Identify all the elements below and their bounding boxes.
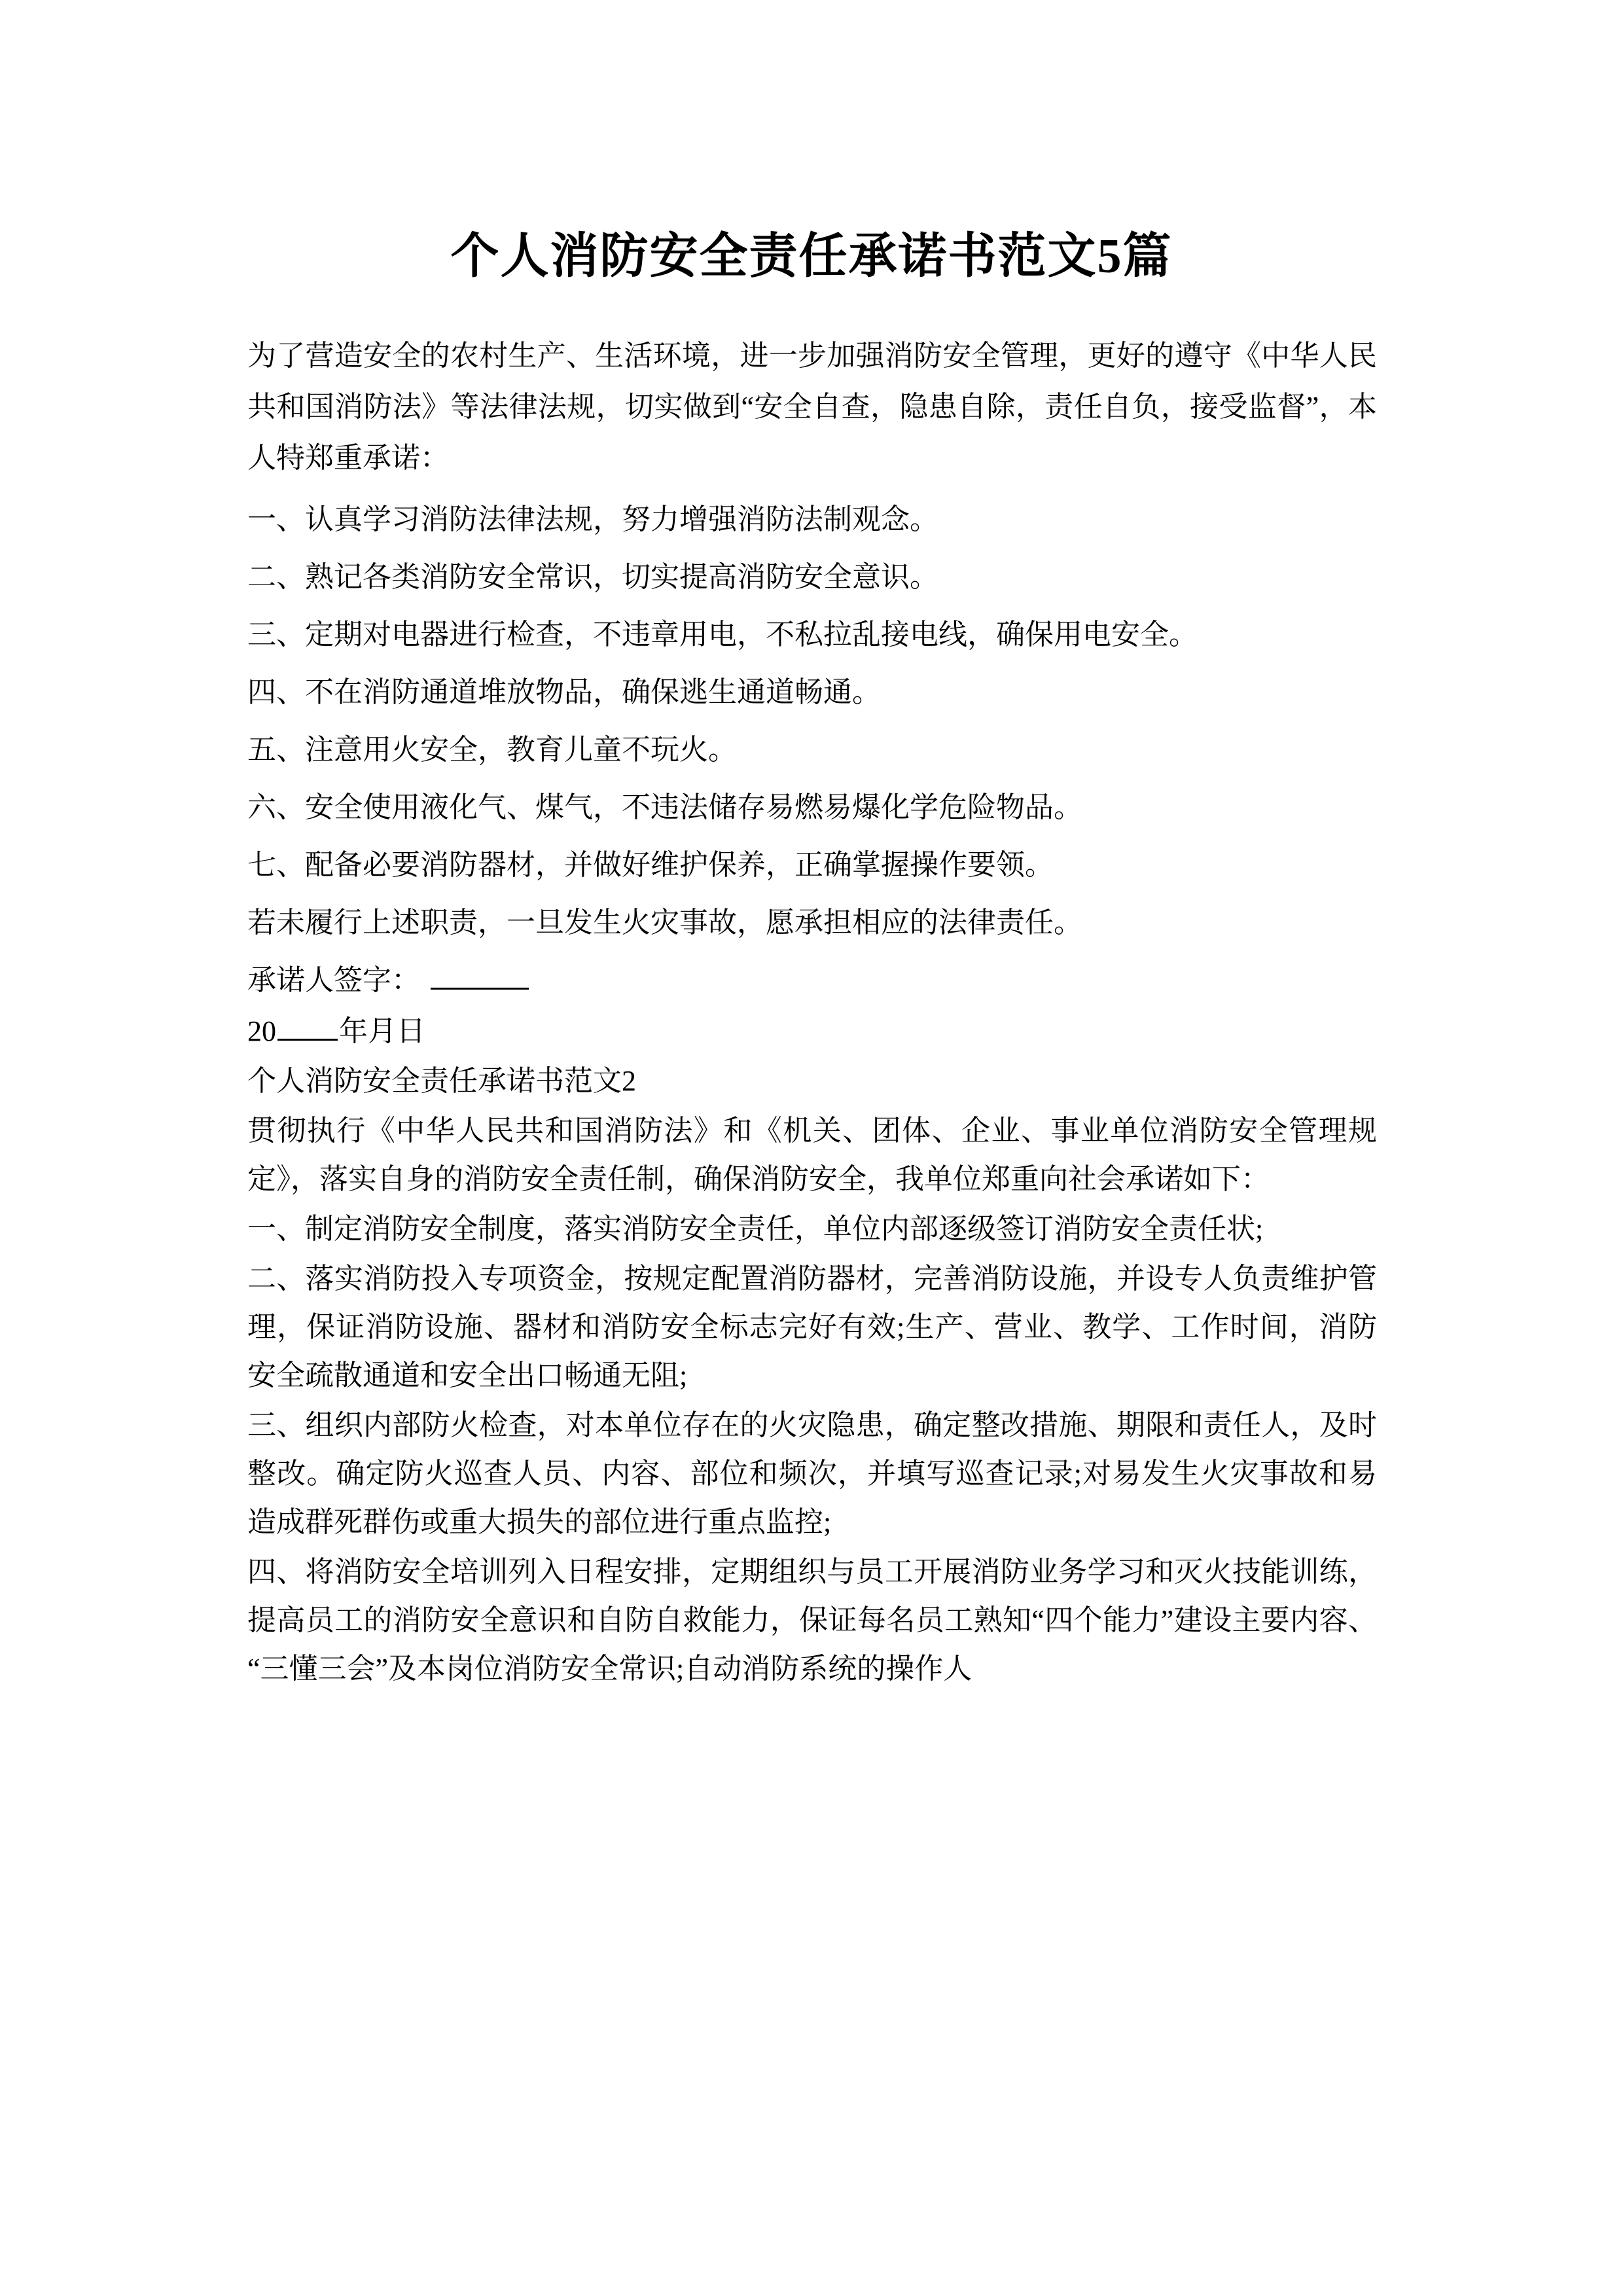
section1-item-4: 四、不在消防通道堆放物品，确保逃生通道畅通。 [247, 676, 881, 708]
section2-heading: 个人消防安全责任承诺书范文2 [247, 1065, 636, 1097]
section1-item-3: 三、定期对电器进行检查，不违章用电，不私拉乱接电线，确保用电安全。 [247, 619, 1198, 651]
signature-line [247, 955, 1377, 1006]
page-title: 个人消防安全责任承诺书范文5篇 [450, 229, 1173, 283]
date-suffix: 年月日 [339, 1015, 425, 1047]
date-line [247, 1007, 1377, 1056]
section2-item-3: 三、组织内部防火检查，对本单位存在的火灾隐患，确定整改措施、期限和责任人，及时整改。确定防火巡查人员、内容、部位和频次，并填写巡查记录;对易发生火灾事故和易造成群死群伤或重大损失的部位进行重点监控; [247, 1409, 1377, 1538]
section1-closing-paragraph: 若未履行上述职责，一旦发生火灾事故，愿承担相应的法律责任。 [247, 906, 1082, 939]
section1-item-6: 六、安全使用液化气、煤气，不违法储存易燃易爆化学危险物品。 [247, 791, 1082, 823]
section2-item-1: 一、制定消防安全制度，落实消防安全责任，单位内部逐级签订消防安全责任状; [247, 1213, 1264, 1245]
section1-item-7: 七、配备必要消防器材，并做好维护保养，正确掌握操作要领。 [247, 849, 1054, 881]
document-body [247, 331, 1377, 1693]
section2-intro-paragraph: 贯彻执行《中华人民共和国消防法》和《机关、团体、企业、事业单位消防安全管理规定》，落实自身的消防安全责任制，确保消防安全，我单位郑重向社会承诺如下： [247, 1115, 1377, 1195]
date-year-blank-field[interactable] [277, 1019, 338, 1041]
section2-item-2: 二、落实消防投入专项资金，按规定配置消防器材，完善消防设施，并设专人负责维护管理，保证消防设施、器材和消防安全标志完好有效;生产、营业、教学、工作时间，消防安全疏散通道和安全出口畅通无阻; [247, 1263, 1377, 1391]
section2-item-4: 四、将消防安全培训列入日程安排，定期组织与员工开展消防业务学习和灭火技能训练，提高员工的消防安全意识和自防自救能力，保证每名员工熟知“四个能力”建设主要内容、“三懂三会”及本岗位消防安全常识;自动消防系统的操作人 [247, 1556, 1377, 1685]
date-prefix: 20 [247, 1015, 276, 1047]
signature-blank-field[interactable] [431, 965, 529, 990]
section1-intro-paragraph: 为了营造安全的农村生产、生活环境，进一步加强消防安全管理，更好的遵守《中华人民共和国消防法》等法律法规，切实做到“安全自查，隐患自除，责任自负，接受监督”，本人特郑重承诺： [247, 340, 1377, 474]
section1-item-5: 五、注意用火安全，教育儿童不玩火。 [247, 734, 737, 766]
signature-label: 承诺人签字： [247, 964, 420, 996]
section1-item-2: 二、熟记各类消防安全常识，切实提高消防安全意识。 [247, 561, 938, 593]
section1-item-1: 一、认真学习消防法律法规，努力增强消防法制观念。 [247, 503, 938, 535]
